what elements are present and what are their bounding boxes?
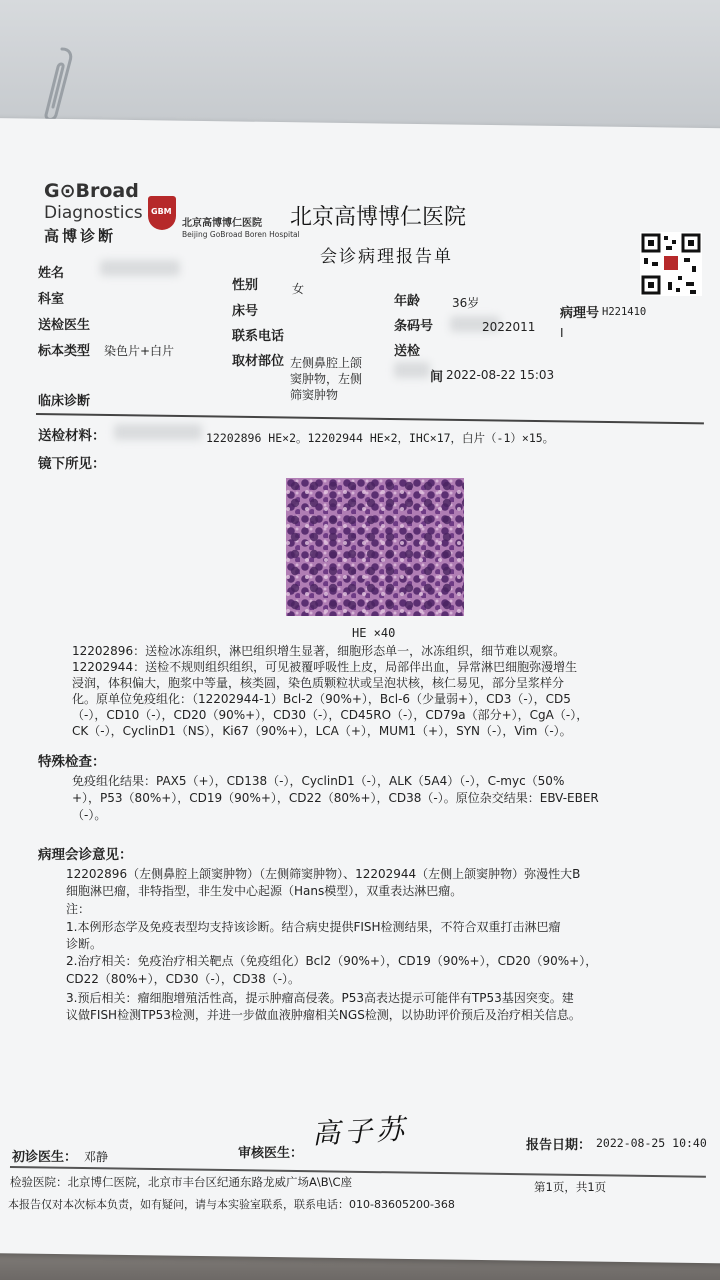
opinion-line: 1.本例形态学及免疫表型均支持该诊断。结合病史提供FISH检测结果，不符合双重打击淋巴瘤	[66, 920, 561, 934]
lab-hospital-line: 检验医院：北京博仁医院，北京市丰台区纪通东路龙威广场A\B\C座	[10, 1175, 353, 1189]
time-label-suffix: 间	[430, 370, 444, 385]
qr-code	[640, 232, 702, 296]
opinion-line: 2.治疗相关：免疫治疗相关靶点（免疫组化）Bcl2（90%+），CD19（90%+），CD20（90%+），	[66, 954, 598, 968]
clinical-diagnosis-label: 临床诊断	[38, 394, 91, 409]
bed-label: 床号	[232, 304, 259, 319]
opinion-line: 细胞淋巴瘤，非特指型，非生发中心起源（Hans模型），双重表达淋巴瘤。	[66, 884, 463, 898]
micrograph-caption: HE ×40	[352, 626, 396, 640]
special-exam-line: （-）。	[72, 808, 107, 822]
opinion-line: 3.预后相关：瘤细胞增殖活性高，提示肿瘤高侵袭。P53高表达提示可能伴有TP53基因突变。建	[66, 991, 574, 1005]
finding-line: CK（-），CyclinD1（NS），Ki67（90%+），LCA（+），MUM1（+），SYN（-），Vim（-）。	[72, 724, 572, 738]
header-divider	[36, 413, 704, 424]
site-value-line1: 左侧鼻腔上颌	[290, 356, 363, 370]
finding-line: 化。原单位免疫组化：（12202944-1）Bcl-2（90%+），Bcl-6（少量弱+），CD3（-），CD5	[72, 692, 571, 706]
gender-value: 女	[292, 282, 305, 296]
finding-line: 12202896：送检冰冻组织，淋巴组织增生显著，细胞形态单一，冰冻组织，细节难以观察。	[72, 644, 566, 658]
report-subtitle: 会诊病理报告单	[320, 247, 453, 267]
report-title: 北京高博博仁医院	[290, 205, 467, 230]
opinion-line: 议做FISH检测TP53检测，并进一步做血液肿瘤相关NGS检测，以协助评价预后及治疗相关信息。	[66, 1008, 581, 1022]
opinion-line: 诊断。	[66, 937, 103, 951]
gobroad-logo-line2: Diagnostics	[44, 203, 143, 223]
doctor-label: 送检医生	[38, 318, 91, 333]
specimen-type-label: 标本类型	[38, 344, 91, 359]
gobroad-logo-line1: G⊙Broad	[44, 180, 139, 202]
hospital-logo-cn: 北京高博博仁医院	[182, 218, 262, 229]
name-label: 姓名	[38, 266, 65, 281]
barcode-label: 条码号	[394, 319, 434, 334]
special-exam-line: +），P53（80%+），CD19（90%+），CD22（80%+），CD38（-）。原位杂交结果：EBV-EBER	[72, 791, 599, 805]
finding-line: （-），CD10（-），CD20（90%+），CD30（-），CD45RO（-），CD79a（部分+），CgA（-），	[72, 708, 589, 722]
report-date-value: 2022-08-25 10:40	[596, 1136, 707, 1150]
finding-line: 12202944：送检不规则组织组织，可见被覆呼吸性上皮，局部伴出血，异常淋巴细胞弥漫增生	[72, 660, 578, 674]
he-micrograph-image	[286, 478, 464, 616]
disclaimer: 本报告仅对本次标本负责，如有疑问，请与本实验室联系，联系电话：010-83605200-368	[8, 1198, 455, 1211]
id-partial: I	[560, 326, 564, 340]
reviewer-label: 审核医生：	[238, 1146, 304, 1161]
gobroad-logo-line3: 高博诊断	[44, 227, 117, 245]
phone-label: 联系电话	[232, 329, 285, 344]
dept-label: 科室	[38, 292, 65, 307]
site-value-line3: 筛窦肿物	[290, 388, 339, 402]
redacted-name	[100, 260, 180, 276]
redacted-time-label	[394, 362, 430, 378]
send-label: 送检	[394, 344, 421, 359]
hospital-logo-en: Beijing GoBroad Boren Hospital	[182, 230, 300, 239]
site-value-line2: 窦肿物，左侧	[290, 372, 363, 386]
opinion-line: CD22（80%+），CD30（-），CD38（-）。	[66, 972, 301, 986]
pathology-number-label: 病理号	[560, 306, 600, 321]
hospital-badge-text: GBM	[151, 207, 172, 216]
opinion-line: 注：	[66, 902, 91, 916]
redacted-material	[114, 424, 202, 440]
pathology-number-value: H221410	[602, 306, 647, 318]
material-label: 送检材料：	[38, 428, 106, 444]
specimen-type-value: 染色片+白片	[104, 344, 175, 358]
microscopy-label: 镜下所见：	[38, 456, 106, 472]
finding-line: 浸润，体积偏大，胞浆中等量，核类圆，染色质颗粒状或呈泡状核，核仁易见，部分呈浆样分	[72, 676, 565, 690]
report-date-label: 报告日期：	[526, 1138, 592, 1153]
age-value: 36岁	[452, 296, 480, 310]
first-doctor-label: 初诊医生：	[12, 1150, 78, 1165]
site-label: 取材部位	[232, 354, 285, 369]
barcode-value: 2022011	[482, 320, 536, 334]
age-label: 年龄	[394, 294, 421, 309]
gender-label: 性别	[232, 278, 259, 293]
opinion-label: 病理会诊意见：	[38, 847, 133, 863]
opinion-line: 12202896（左侧鼻腔上颌窦肿物）（左侧筛窦肿物）、12202944（左侧上颌窦肿物）弥漫性大B	[66, 867, 581, 881]
material-value: 12202896 HE×2。12202944 HE×2，IHC×17，白片（-1）×15。	[206, 431, 555, 445]
reviewer-signature: 高子苏	[311, 1112, 409, 1151]
special-exam-line: 免疫组化结果：PAX5（+），CD138（-），CyclinD1（-），ALK（5A4）（-），C-myc（50%	[72, 774, 565, 788]
first-doctor-value: 邓静	[84, 1150, 109, 1164]
time-value: 2022-08-22 15:03	[446, 368, 555, 382]
special-exam-label: 特殊检查：	[38, 754, 106, 770]
page-indicator: 第1页，共1页	[534, 1180, 607, 1194]
